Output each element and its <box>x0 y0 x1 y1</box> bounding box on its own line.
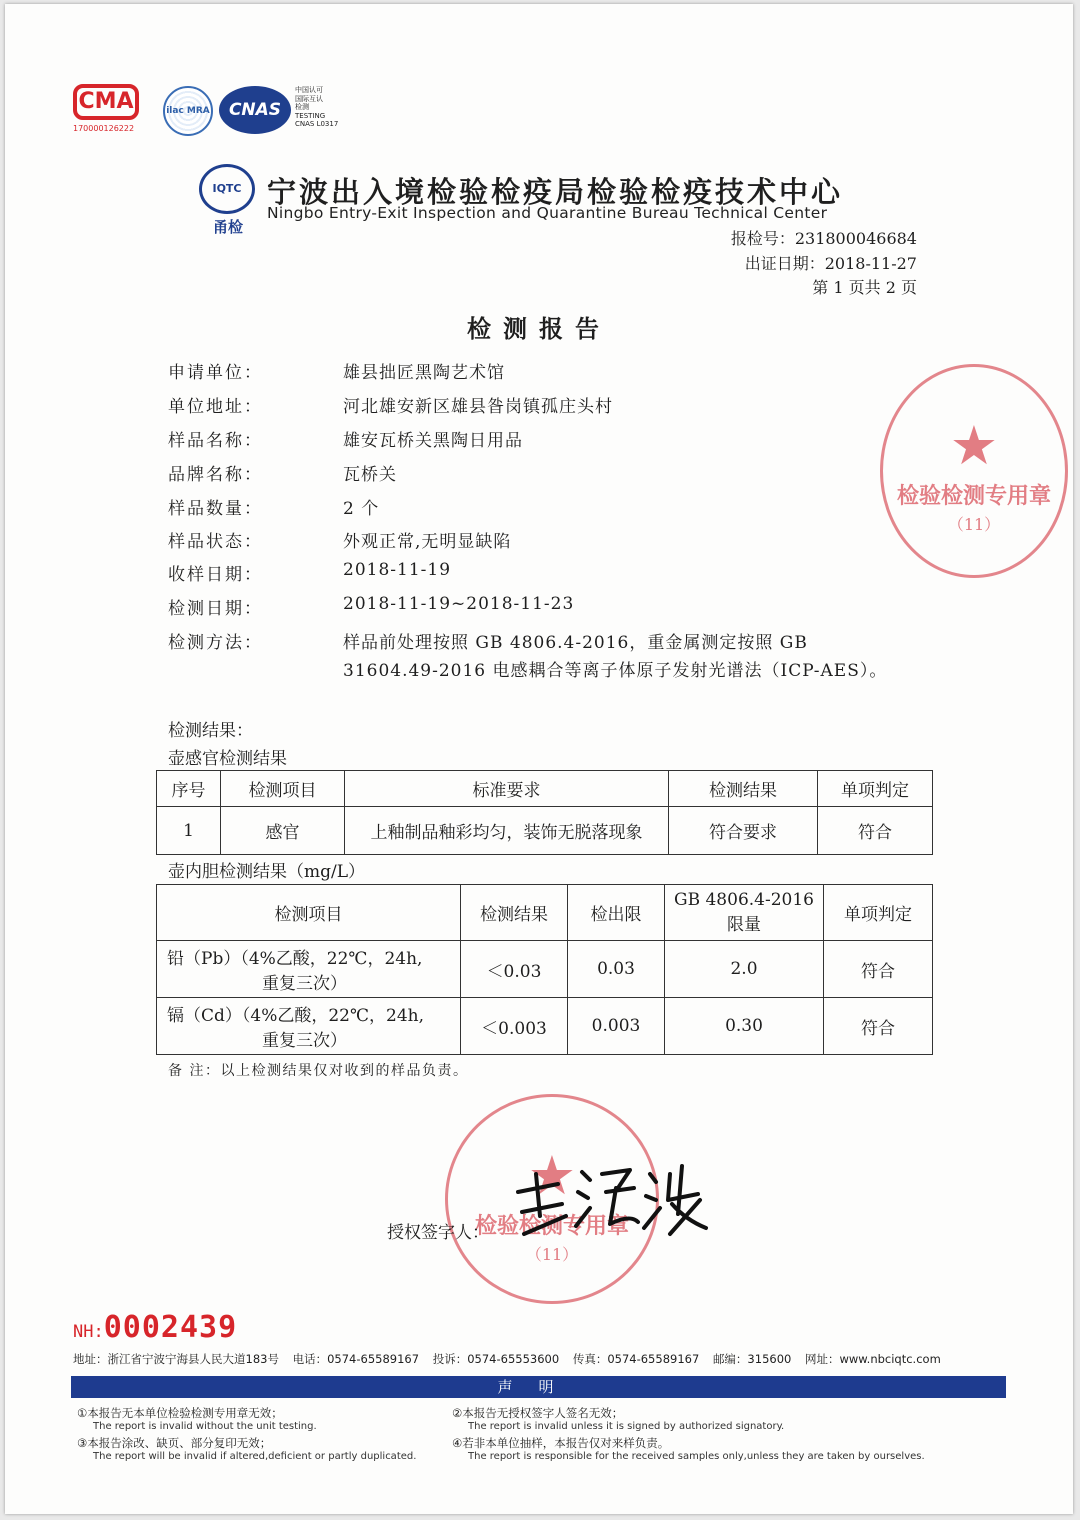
table-cell: 感官 <box>221 807 345 855</box>
contact-complaint: 投诉：0574-65553600 <box>432 1352 560 1366</box>
contact-fax: 传真：0574-65589167 <box>572 1352 700 1366</box>
report-note: 备 注：以上检测结果仅对收到的样品负责。 <box>168 1063 469 1079</box>
cnas-line: TESTING <box>295 111 326 120</box>
field-value-test-method-cont: 31604.49-2016 电感耦合等离子体原子发射光谱法（ICP-AES）。 <box>343 661 888 681</box>
standard-header-line: 限量 <box>727 915 761 935</box>
table-header-cell: 检出限 <box>568 885 665 941</box>
table-cell: 2.0 <box>665 941 824 998</box>
inner-results-table <box>156 884 933 1055</box>
field-label-test-method: 检测方法： <box>168 633 263 653</box>
field-value-sample-name: 雄安瓦桥关黑陶日用品 <box>343 431 523 451</box>
table-cell: 0.003 <box>568 998 665 1055</box>
seal-star-icon: ★ <box>527 1144 577 1207</box>
table-cell: 0.30 <box>665 998 824 1055</box>
table-header-row <box>157 771 933 807</box>
field-value-applicant: 雄县拙匠黑陶艺术馆 <box>343 363 505 383</box>
contact-postcode: 邮编：315600 <box>712 1352 792 1366</box>
report-number: 报检号：231800046684 <box>730 229 917 248</box>
issue-date: 出证日期：2018-11-27 <box>744 254 917 273</box>
field-label-address: 单位地址： <box>168 397 263 417</box>
table-cell: 符合 <box>824 998 933 1055</box>
field-value-test-date: 2018-11-19~2018-11-23 <box>343 594 575 614</box>
cnas-line: CNAS L0317 <box>295 120 339 128</box>
page-number: 第 1 页共 2 页 <box>812 278 917 297</box>
table-header-cell: 检测项目 <box>221 771 345 807</box>
table-cell: 符合 <box>824 941 933 998</box>
table-header-cell: 序号 <box>157 771 221 807</box>
table-row <box>157 998 933 1055</box>
seal-star-icon: ★ <box>949 414 999 477</box>
contact-line <box>73 1351 951 1367</box>
report-page <box>5 4 1073 1514</box>
declaration-item <box>452 1435 972 1462</box>
official-seal-top <box>880 364 1068 578</box>
declaration-bar: 声明 <box>71 1376 1006 1398</box>
serial-number <box>73 1310 237 1345</box>
cnas-logo: CNAS <box>219 86 291 134</box>
table-header-cell: 检测项目 <box>157 885 461 941</box>
seal-number: （11） <box>525 1245 579 1264</box>
declaration-en: The report is invalid unless it is signed by authorized signatory. <box>468 1421 785 1432</box>
signature <box>510 1144 710 1244</box>
table-header-cell-standard <box>665 885 824 941</box>
table-cell: 符合 <box>818 807 933 855</box>
table-cell: 0.03 <box>568 941 665 998</box>
cma-number: 170000126222 <box>73 124 135 133</box>
declaration-en: The report will be invalid if altered,deficient or partly duplicated. <box>93 1451 417 1462</box>
table-header-row <box>157 885 933 941</box>
table-cell-item <box>157 941 461 998</box>
declaration-en: The report is invalid without the unit testing. <box>93 1421 317 1432</box>
cnas-line: 中国认可 <box>295 86 323 94</box>
signer-label: 授权签字人： <box>387 1223 489 1243</box>
field-label-received-date: 收样日期： <box>168 565 263 585</box>
field-label-brand: 品牌名称： <box>168 465 263 485</box>
table-header-cell: 检测结果 <box>669 771 818 807</box>
table-cell: ＜0.03 <box>461 941 568 998</box>
standard-header-line: GB 4806.4-2016 <box>674 890 814 910</box>
table-cell: 1 <box>157 807 221 855</box>
table-row <box>157 941 933 998</box>
table-row <box>157 807 933 855</box>
declaration-item <box>77 1435 507 1462</box>
declaration-cn: ②本报告无授权签字人签名无效； <box>452 1406 624 1420</box>
declaration-item <box>452 1405 972 1432</box>
contact-website: 网址：www.nbciqtc.com <box>805 1352 941 1366</box>
table-header-cell: 检测结果 <box>461 885 568 941</box>
sensory-results-title: 壶感官检测结果 <box>168 749 287 769</box>
seal-text: 检验检测专用章 <box>896 483 1051 509</box>
cnas-text <box>295 86 365 129</box>
table-cell: 上釉制品釉彩均匀，装饰无脱落现象 <box>345 807 669 855</box>
field-value-condition: 外观正常,无明显缺陷 <box>343 532 512 552</box>
cma-logo-block <box>73 84 147 133</box>
contact-address: 地址：浙江省宁波宁海县人民大道183号 <box>73 1352 279 1366</box>
org-name-cn: 宁波出入境检验检疫局检验检疫技术中心 <box>267 175 844 209</box>
inner-results-title: 壶内胆检测结果（mg/L） <box>168 862 366 882</box>
cma-logo: CMA <box>73 84 139 120</box>
declaration-item <box>77 1405 507 1432</box>
seal-text: 检验检测专用章 <box>474 1213 629 1239</box>
field-value-brand: 瓦桥关 <box>343 465 397 485</box>
serial-prefix: NH: <box>73 1322 104 1342</box>
report-title: 检测报告 <box>467 314 611 343</box>
cnas-line: 国际互认 <box>295 94 323 103</box>
results-label: 检测结果： <box>168 721 253 741</box>
field-label-condition: 样品状态： <box>168 532 263 552</box>
field-value-quantity: 2 个 <box>343 499 380 519</box>
table-header-cell: 单项判定 <box>818 771 933 807</box>
declaration-cn: ①本报告无本单位检验检测专用章无效； <box>77 1406 283 1420</box>
cnas-line: 检测 <box>295 103 309 111</box>
item-line: 重复三次） <box>262 1031 347 1051</box>
declaration-en: The report is responsible for the received samples only,unless they are taken by ourselves. <box>468 1451 925 1462</box>
field-label-test-date: 检测日期： <box>168 599 263 619</box>
field-label-applicant: 申请单位： <box>168 363 263 383</box>
field-value-address: 河北雄安新区雄县昝岗镇孤庄头村 <box>343 397 613 417</box>
item-line: 镉（Cd）（4%乙酸，22℃，24h, <box>167 1006 424 1026</box>
serial-value: 0002439 <box>103 1310 238 1345</box>
org-logo: IQTC <box>199 164 255 214</box>
table-header-cell: 标准要求 <box>345 771 669 807</box>
field-label-sample-name: 样品名称： <box>168 431 263 451</box>
table-cell: ＜0.003 <box>461 998 568 1055</box>
table-cell-item <box>157 998 461 1055</box>
field-label-quantity: 样品数量： <box>168 499 263 519</box>
declaration-cn: ④若非本单位抽样，本报告仅对来样负责。 <box>452 1436 670 1450</box>
ilac-mra-logo: ilac MRA <box>163 86 213 136</box>
contact-phone: 电话：0574-65589167 <box>292 1352 420 1366</box>
sensory-results-table <box>156 770 933 855</box>
item-line: 重复三次） <box>262 974 347 994</box>
table-cell: 符合要求 <box>669 807 818 855</box>
declaration-cn: ③本报告涂改、缺页、部分复印无效； <box>77 1436 272 1450</box>
item-line: 铅（Pb）（4%乙酸，22℃，24h, <box>167 949 423 969</box>
org-logo-sub: 甬检 <box>212 218 243 236</box>
seal-number: （11） <box>947 515 1001 534</box>
field-value-received-date: 2018-11-19 <box>343 560 452 580</box>
field-value-test-method: 样品前处理按照 GB 4806.4-2016，重金属测定按照 GB <box>343 633 808 653</box>
org-name-en: Ningbo Entry-Exit Inspection and Quarantine Bureau Technical Center <box>267 204 828 222</box>
table-header-cell: 单项判定 <box>824 885 933 941</box>
